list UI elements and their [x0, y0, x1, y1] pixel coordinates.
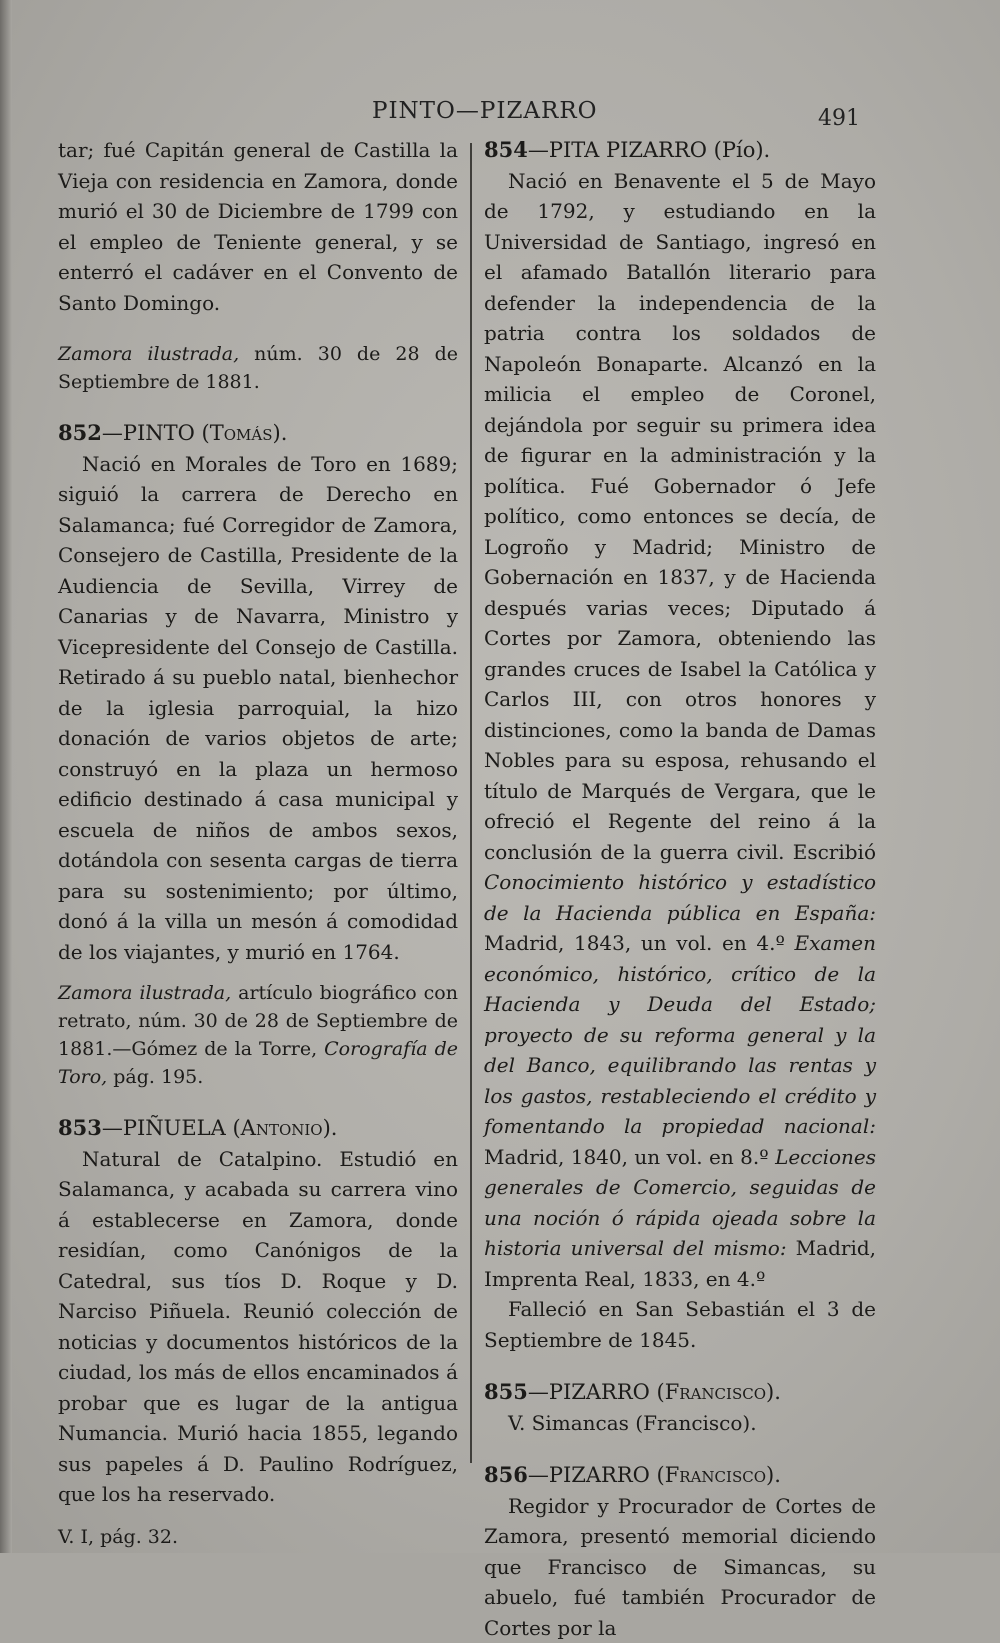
entry-heading-close: ).	[273, 421, 288, 445]
entry-heading-856	[484, 1460, 876, 1491]
entry-number: 852	[58, 420, 102, 445]
source-title: Zamora ilustrada,	[58, 343, 239, 365]
work-title-1: Conocimiento histórico y estadístico de la Hacienda pública en España:	[484, 870, 876, 925]
entry-name: —PITA PIZARRO (Pío).	[528, 138, 770, 162]
entry-body-855: V. Simancas (Francisco).	[484, 1408, 876, 1439]
cross-reference-853: V. I, pág. 32.	[58, 1522, 458, 1553]
entry-number: 855	[484, 1379, 528, 1404]
left-column	[58, 135, 458, 1552]
entry-heading-855	[484, 1377, 876, 1408]
source-title: Zamora ilustrada,	[58, 982, 231, 1004]
entry-body-856: Regidor y Procurador de Cortes de Zamora, presentó memorial diciendo que Francisco de Simancas, su abuelo, fué también Procurador de Cortes por la	[484, 1491, 876, 1643]
entry-number: 854	[484, 137, 528, 162]
work-imprint-2: Madrid, 1840, un vol. en 8.º	[484, 1145, 775, 1169]
work-title-3: Lecciones generales de Comercio, seguidas de una noción ó rápida ojeada sobre la historia universal del mismo:	[484, 1145, 876, 1261]
work-imprint-1: Madrid, 1843, un vol. en 4.º	[484, 931, 795, 955]
entry-body-854	[484, 166, 876, 1295]
right-column	[484, 135, 876, 1643]
running-head: PINTO—PIZARRO	[372, 98, 598, 124]
entry-heading-close: ).	[323, 1116, 338, 1140]
entry-number: 853	[58, 1115, 102, 1140]
entry-surname: —PIZARRO (	[528, 1380, 665, 1404]
continued-text: tar; fué Capitán general de Castilla la Vieja con residencia en Zamora, donde murió el 30 de Diciembre de 1799 con el empleo de Teniente general, y se enterró el cadáver en el Convento de Santo Domingo.	[58, 135, 458, 318]
entry-given-name: Francisco	[665, 1380, 766, 1404]
entry-given-name: Tomás	[210, 421, 273, 445]
source-citation-852	[58, 979, 458, 1091]
entry-given-name: Francisco	[665, 1463, 766, 1487]
source-detail: artículo biográfico con retrato, núm. 30 de 28 de Septiembre de 1881.—Gómez de la Torre,	[58, 982, 458, 1060]
entry-surname: —PIZARRO (	[528, 1463, 665, 1487]
entry-heading-close: ).	[766, 1380, 781, 1404]
page-number: 491	[818, 106, 860, 131]
source-title-2: Corografía de Toro,	[58, 1038, 458, 1088]
work-imprint-3: Madrid, Imprenta Real, 1833, en 4.º	[484, 1236, 876, 1291]
entry-heading-853	[58, 1113, 458, 1144]
entry-body-853: Natural de Catalpino. Estudió en Salamanca, y acabada su carrera vino á establecerse en Zamora, donde residían, como Canónigos de la Catedral, sus tíos D. Roque y D. Narciso Piñuela. Reunió colección de noticias y documentos históricos de la ciudad, los más de ellos encaminados á probar que es lugar de la antigua Numancia. Murió hacia 1855, legando sus papeles á D. Paulino Rodríguez, que los ha reservado.	[58, 1144, 458, 1510]
source-citation	[58, 340, 458, 396]
column-divider	[470, 143, 472, 1463]
source-page: pág. 195.	[107, 1066, 203, 1088]
entry-heading-854	[484, 135, 876, 166]
entry-given-name: Antonio	[241, 1116, 323, 1140]
entry-death-854: Falleció en San Sebastián el 3 de Septiembre de 1845.	[484, 1294, 876, 1355]
work-title-2: Examen económico, histórico, crítico de la Hacienda y Deuda del Estado; proyecto de su reforma general y la del Banco, equilibrando las rentas y los gastos, restableciendo el crédito y fomentando la propiedad nacional:	[484, 931, 876, 1138]
entry-surname: —PINTO (	[102, 421, 210, 445]
entry-body-852: Nació en Morales de Toro en 1689; siguió la carrera de Derecho en Salamanca; fué Corregidor de Zamora, Consejero de Castilla, Presidente de la Audiencia de Sevilla, Virrey de Canarias y de Navarra, Ministro y Vicepresidente del Consejo de Castilla. Retirado á su pueblo natal, bienhechor de la iglesia parroquial, la hizo donación de varios objetos de arte; construyó en la plaza un hermoso edificio destinado á casa municipal y escuela de niños de ambos sexos, dotándola con sesenta cargas de tierra para su sostenimiento; por último, donó á la villa un mesón á comodidad de los viajantes, y murió en 1764.	[58, 449, 458, 968]
entry-surname: —PIÑUELA (	[102, 1116, 241, 1140]
entry-bio: Nació en Benavente el 5 de Mayo de 1792, y estudiando en la Universidad de Santiago, ingresó en el afamado Batallón literario para defender la independencia de la patria contra los soldados de Napoleón Bonaparte. Alcanzó en la milicia el empleo de Coronel, dejándola por seguir su primera idea de figurar en la administración y la política. Fué Gobernador ó Jefe político, como entonces se decía, de Logroño y Madrid; Ministro de Gobernación en 1837, y de Hacienda después varias veces; Diputado á Cortes por Zamora, obteniendo las grandes cruces de Isabel la Católica y Carlos III, con otros honores y distinciones, como la banda de Damas Nobles para su esposa, rehusando el título de Marqués de Vergara, que le ofreció el Regente del reino á la conclusión de la guerra civil. Escribió	[484, 169, 876, 864]
entry-heading-852	[58, 418, 458, 449]
entry-number: 856	[484, 1462, 528, 1487]
source-detail: núm. 30 de 28 de Septiembre de 1881.	[58, 343, 458, 393]
entry-heading-close: ).	[766, 1463, 781, 1487]
page-spine-shadow	[0, 0, 12, 1553]
